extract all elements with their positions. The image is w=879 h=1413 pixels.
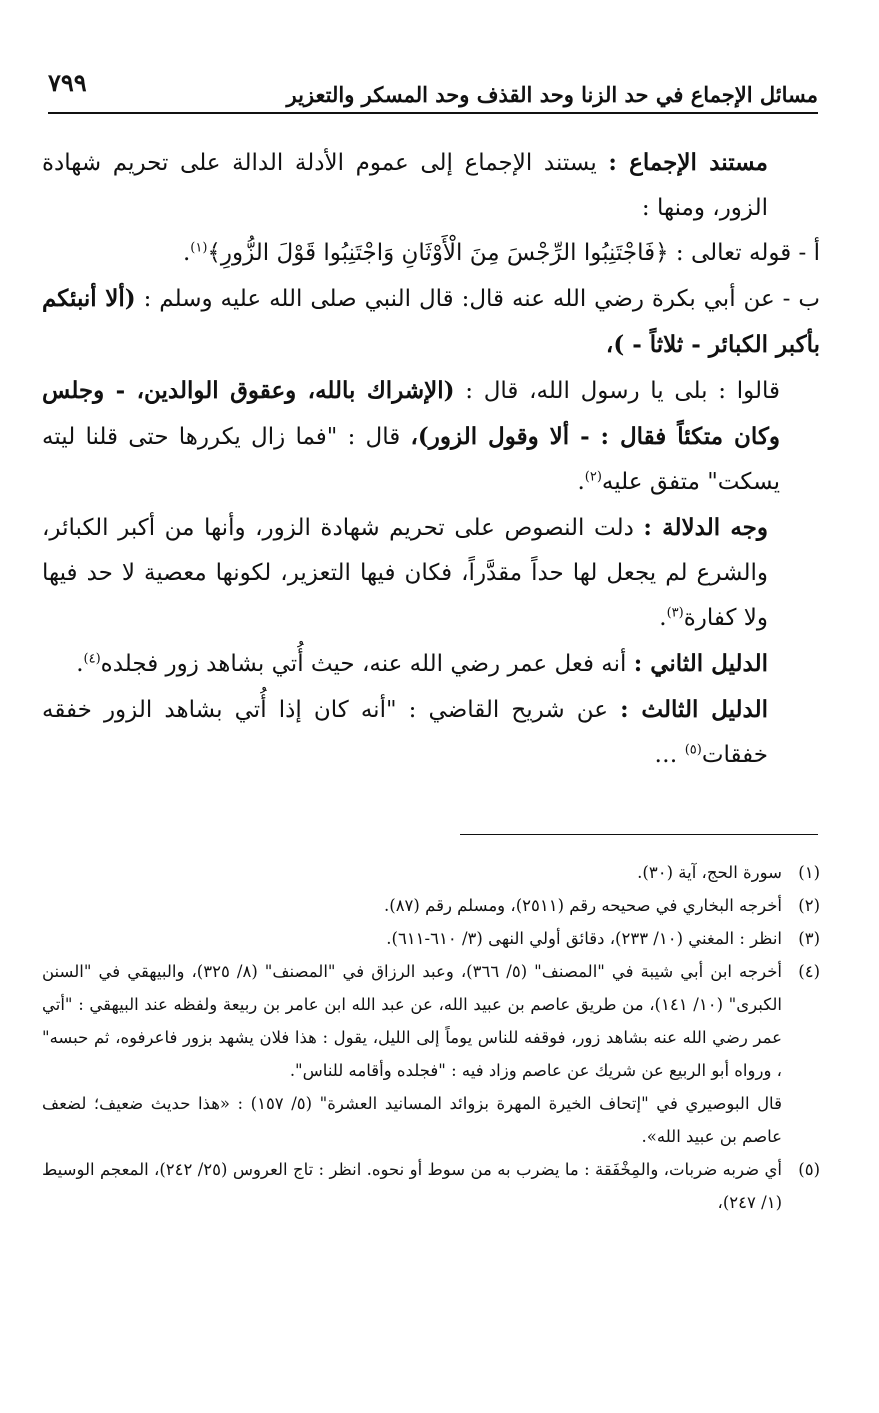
footnote-4	[42, 955, 820, 1087]
paragraph-text: دلت النصوص على تحريم شهادة الزور، وأنها من أكبر الكبائر، والشرع لم يجعل لها حداً مقدَّراً، فكان فيها التعزير، لكونها معصية لا حد فيها ولا كفارة	[42, 515, 768, 631]
running-title: مسائل الإجماع في حد الزنا وحد القذف وحد المسكر والتعزير	[286, 82, 818, 107]
footnote-4-continuation	[42, 1087, 820, 1153]
footnote-1	[42, 856, 820, 889]
footnote-ref: (١)	[190, 240, 208, 256]
footnote-text: انظر : المغني (١٠/ ٢٣٣)، دقائق أولي النهى (٣/ ٦١٠-٦١١).	[386, 929, 782, 948]
paragraph-second-evidence: الدليل الثاني : أنه فعل عمر رضي الله عنه، حيث أُتي بشاهد زور فجلده$^{(٤)}$.	[76, 650, 768, 677]
heading-keyword: وجه الدلالة :	[643, 514, 769, 541]
paragraph-quran-verse: أ - قوله تعالى : ﴿فَاجْتَنِبُوا الرِّجْسَ مِنَ الْأَوْثَانِ وَاجْتَنِبُوا قَوْلَ الزُّورِ﴾$^{(١)}$.	[182, 240, 820, 266]
footnote-number: (٤)	[798, 962, 820, 981]
footnote-5	[42, 1153, 820, 1219]
footnote-number: (١)	[798, 863, 820, 882]
footnote-ref: (٢)	[584, 469, 602, 485]
paragraph-text: ب - عن أبي بكرة رضي الله عنه قال: قال النبي صلى الله عليه وسلم :	[143, 286, 821, 312]
hadith-quote: (ألا أنبئكم بأكبر الكبائر - ثلاثاً - )،	[42, 285, 820, 358]
footnote-ref: (٥)	[684, 742, 702, 758]
main-text	[42, 140, 820, 778]
paragraph-text: أ - قوله تعالى : ﴿فَاجْتَنِبُوا الرِّجْسَ مِنَ الْأَوْثَانِ وَاجْتَنِبُوا قَوْلَ الزُّورِ﴾	[207, 240, 820, 266]
footnote-number: (٢)	[798, 896, 820, 915]
footnote-separator	[460, 834, 818, 835]
paragraph-third-evidence	[42, 687, 820, 778]
footnote-number: (٣)	[798, 929, 820, 948]
paragraph-aspect-of-evidence: وجه الدلالة : دلت النصوص على تحريم شهادة الزور، وأنها من أكبر الكبائر، والشرع لم يجعل لها حداً مقدَّراً، فكان فيها التعزير، لكونها معصية لا حد فيها ولا كفارة$^{(٣)}$.	[42, 514, 769, 631]
footnote-text: أي ضربه ضربات، والمِخْفَقة : ما يضرب به من سوط أو نحوه. انظر : تاج العروس (٢٥/ ٢٤٢)، المعجم الوسيط (١/ ٢٤٧)،	[42, 1160, 782, 1212]
footnote-ref: (٤)	[83, 651, 101, 667]
footnote-text: أخرجه ابن أبي شيبة في "المصنف" (٥/ ٣٦٦)، وعبد الرزاق في "المصنف" (٨/ ٣٢٥)، والبيهقي في "السنن الكبرى" (١٠/ ١٤١)، من طريق عاصم بن عبيد الله، عن عبد الله ابن عامر بن ربيعة ولفظه عند البيهقي : "أتي عمر رضي الله عنه بشاهد زور، فوقفه للناس يوماً إلى الليل، يقول : هذا فلان يشهد بزور فاعرفوه، ثم حبسه" ، ورواه أبو الربيع عن شريك عن عاصم وزاد فيه : "فجلده وأقامه للناس".	[42, 962, 782, 1080]
paragraph-hadith-continued: قالوا : بلى يا رسول الله، قال : (الإشراك بالله، وعقوق الوالدين، - وجلس وكان متكئاً فقال : - ألا وقول الزور)، قال : "فما زال يكررها حتى قلنا ليته يسكت" متفق عليه$^{(٢)}$.	[42, 377, 780, 495]
paragraph-text: قال : "فما زال يكررها حتى قلنا ليته يسكت" متفق عليه	[42, 424, 780, 495]
paragraph-hadith-abu-bakra	[42, 276, 820, 368]
footnote-3	[42, 922, 820, 955]
heading-keyword: مستند الإجماع :	[608, 149, 768, 176]
footnote-text: سورة الحج، آية (٣٠).	[637, 863, 782, 882]
footnote-number: (٥)	[798, 1160, 820, 1179]
footnote-2	[42, 889, 820, 922]
footnote-text: قال البوصيري في "إتحاف الخيرة المهرة بزوائد المسانيد العشرة" (٥/ ١٥٧) : «هذا حديث ضعيف؛ لضعف عاصم بن عبيد الله».	[42, 1094, 782, 1146]
paragraph-evidence-of-consensus	[42, 140, 820, 231]
paragraph-text: أنه فعل عمر رضي الله عنه، حيث أُتي بشاهد زور فجلده	[100, 651, 627, 677]
paragraph-text: قالوا : بلى يا رسول الله، قال :	[465, 378, 780, 404]
page-number: ٧٩٩	[48, 68, 87, 97]
header-rule	[48, 112, 818, 114]
footnote-text: أخرجه البخاري في صحيحه رقم (٢٥١١)، ومسلم رقم (٨٧).	[384, 896, 782, 915]
page-header	[48, 68, 818, 108]
heading-keyword: الدليل الثاني :	[633, 650, 768, 677]
hadith-quote: (الإشراك بالله، وعقوق الوالدين، - وجلس وكان متكئاً فقال : - ألا وقول الزور)،	[42, 377, 780, 450]
footnotes	[42, 856, 820, 1219]
paragraph-text: عن شريح القاضي : "أنه كان إذا أُتي بشاهد الزور خفقه خفقات	[42, 697, 768, 768]
footnote-ref: (٣)	[666, 605, 684, 621]
ellipsis: …	[654, 742, 678, 768]
heading-keyword: الدليل الثالث :	[620, 696, 769, 723]
paragraph-text: يستند الإجماع إلى عموم الأدلة الدالة على تحريم شهادة الزور، ومنها :	[42, 150, 768, 221]
